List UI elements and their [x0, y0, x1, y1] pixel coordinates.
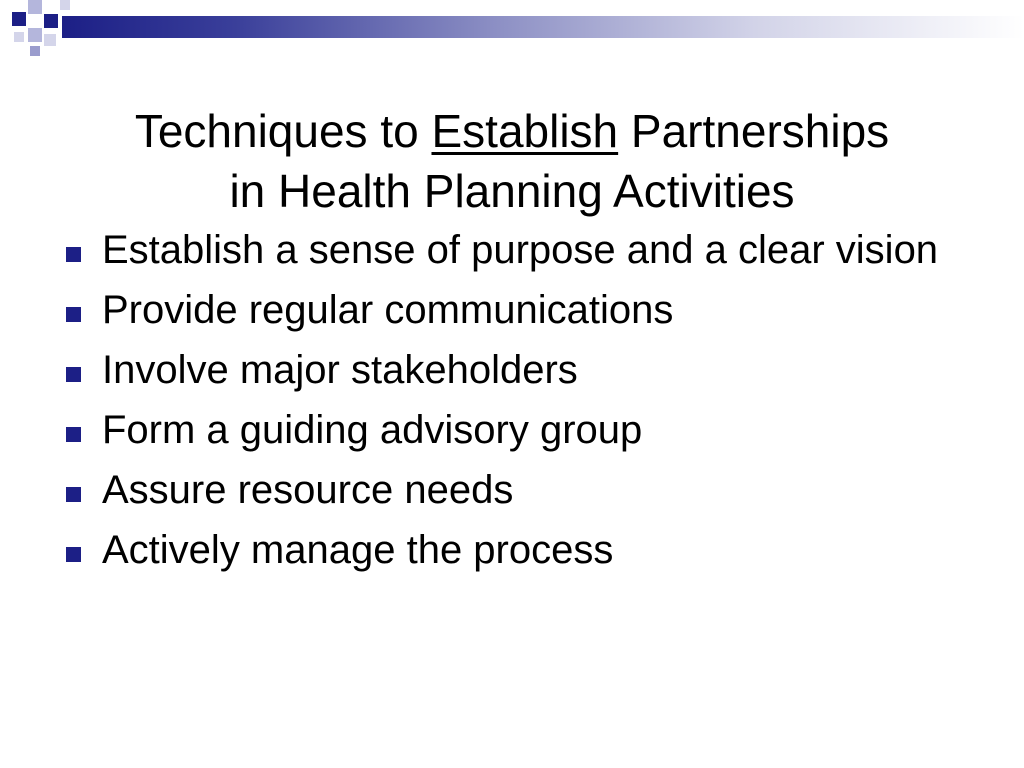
square-bullet-icon — [66, 547, 81, 562]
square-bullet-icon — [66, 307, 81, 322]
corner-square — [60, 0, 70, 10]
bullet-text: Establish a sense of purpose and a clear vision — [102, 228, 939, 272]
slide-title — [40, 101, 984, 221]
bullet-text: Involve major stakeholders — [102, 348, 578, 392]
title-text: Partnerships — [618, 104, 890, 157]
corner-square — [28, 28, 42, 42]
bullet-list — [62, 226, 962, 586]
bullet-item — [62, 526, 962, 574]
bullet-item — [62, 346, 962, 394]
title-underlined-word: Establish — [431, 104, 619, 157]
corner-square — [28, 0, 42, 14]
title-line-1 — [135, 105, 889, 157]
bullet-text: Assure resource needs — [102, 468, 514, 512]
corner-square — [44, 14, 58, 28]
square-bullet-icon — [66, 487, 81, 502]
bullet-item — [62, 466, 962, 514]
square-bullet-icon — [66, 247, 81, 262]
bullet-text: Actively manage the process — [102, 528, 614, 572]
title-text: Techniques to — [134, 104, 432, 157]
header-gradient-bar — [62, 16, 1024, 38]
corner-square — [44, 34, 56, 46]
square-bullet-icon — [66, 427, 81, 442]
bullet-text: Form a guiding advisory group — [102, 408, 643, 452]
bullet-text: Provide regular communications — [102, 288, 674, 332]
bullet-item — [62, 226, 962, 274]
corner-square — [14, 32, 24, 42]
corner-square — [30, 46, 40, 56]
bullet-item — [62, 286, 962, 334]
bullet-item — [62, 406, 962, 454]
square-bullet-icon — [66, 367, 81, 382]
title-line-2: in Health Planning Activities — [229, 164, 795, 217]
corner-square — [12, 12, 26, 26]
